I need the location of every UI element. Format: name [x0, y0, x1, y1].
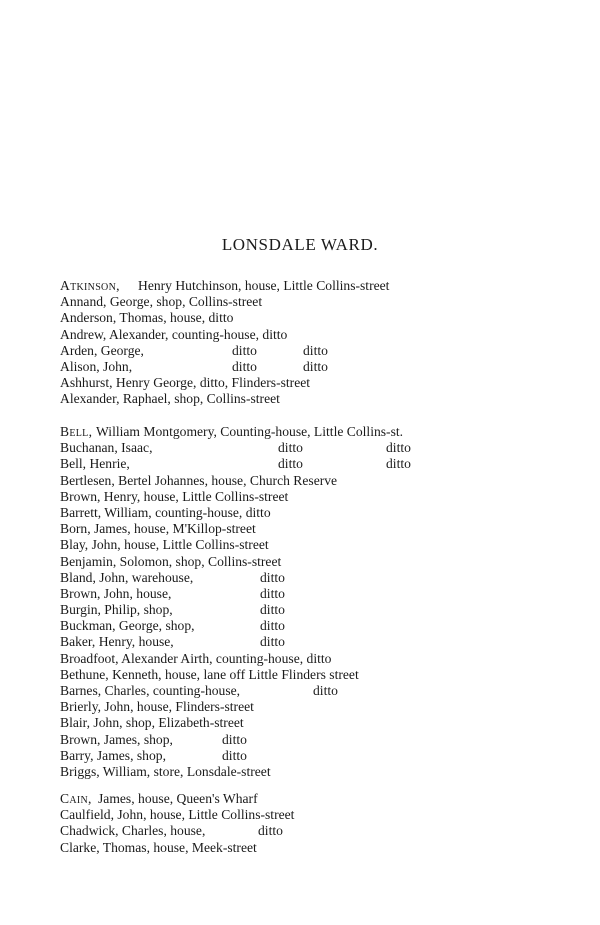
entry-text: Bland, John, warehouse, — [60, 569, 194, 585]
list-item — [60, 440, 580, 456]
list-item — [60, 732, 580, 748]
entry-text: Bethune, Kenneth, house, lane off Little Flinders street — [60, 666, 359, 682]
list-item — [60, 310, 580, 326]
entry-text: Brown, James, shop, — [60, 731, 173, 747]
entry-ditto: ditto — [222, 731, 247, 747]
entry-surname: Cain, — [60, 791, 92, 806]
entry-surname: Atkinson, — [60, 278, 120, 293]
list-item — [60, 715, 580, 731]
list-item — [60, 391, 580, 407]
entry-ditto: ditto — [260, 569, 285, 585]
list-item — [60, 375, 580, 391]
entry-text: Blair, John, shop, Elizabeth-street — [60, 715, 244, 731]
list-item — [60, 651, 580, 667]
entry-ditto: ditto — [260, 585, 285, 601]
entry-ditto: ditto — [386, 456, 411, 472]
list-item — [60, 618, 580, 634]
entry-ditto: ditto — [303, 342, 328, 358]
entry-text: Annand, George, shop, Collins-street — [60, 294, 263, 310]
list-item — [60, 840, 580, 856]
entry-text: Bertlesen, Bertel Johannes, house, Church Reserve — [60, 472, 338, 488]
list-item — [60, 823, 580, 839]
list-item — [60, 489, 580, 505]
list-item — [60, 343, 580, 359]
entry-ditto: ditto — [278, 456, 303, 472]
entry-ditto: ditto — [303, 358, 328, 374]
entry-text: Andrew, Alexander, counting-house, ditto — [60, 326, 288, 342]
list-item — [60, 683, 580, 699]
entry-text: Ashhurst, Henry George, ditto, Flinders-street — [60, 375, 311, 391]
entry-text: Arden, George, — [60, 342, 144, 358]
list-item — [60, 327, 580, 343]
entry-ditto: ditto — [313, 683, 338, 698]
list-item — [60, 424, 580, 440]
list-item — [60, 667, 580, 683]
list-item — [60, 521, 580, 537]
entry-text: Alison, John, — [60, 358, 133, 374]
list-item — [60, 456, 580, 472]
list-item — [60, 764, 580, 780]
page-title: LONSDALE WARD. — [221, 235, 379, 254]
entry-text: Anderson, Thomas, house, ditto — [60, 310, 234, 326]
entry-text: Brierly, John, house, Flinders-street — [60, 699, 254, 715]
list-item — [60, 570, 580, 586]
entry-text: Buchanan, Isaac, — [60, 440, 153, 456]
entry-text: James, house, Queen's Wharf — [98, 791, 258, 806]
entry-text: Alexander, Raphael, shop, Collins-street — [60, 391, 280, 407]
entry-ditto: ditto — [260, 634, 285, 650]
list-item — [60, 554, 580, 570]
entry-text: Brown, John, house, — [60, 585, 172, 601]
list-item — [60, 807, 580, 823]
list-item — [60, 602, 580, 618]
list-item — [60, 634, 580, 650]
entry-ditto: ditto — [386, 440, 411, 456]
entry-text: Burgin, Philip, shop, — [60, 602, 173, 618]
entry-text: Clarke, Thomas, house, Meek-street — [60, 839, 257, 855]
entry-text: Bell, Henrie, — [60, 456, 130, 472]
list-item — [60, 359, 580, 375]
list-item — [60, 294, 580, 310]
entry-ditto: ditto — [222, 747, 247, 763]
list-item — [60, 278, 580, 294]
list-item — [60, 473, 580, 489]
list-item — [60, 586, 580, 602]
section-c-entries — [60, 791, 580, 856]
entry-text: Baker, Henry, house, — [60, 634, 174, 650]
entry-ditto: ditto — [278, 440, 303, 456]
list-item — [60, 537, 580, 553]
entry-text: William Montgomery, Counting-house, Little Collins-st. — [96, 424, 404, 439]
entry-text: Barry, James, shop, — [60, 747, 166, 763]
entry-text: Benjamin, Solomon, shop, Collins-street — [60, 553, 282, 569]
list-item — [60, 791, 580, 807]
section-b-entries — [60, 424, 580, 780]
entry-text: Born, James, house, M'Killop-street — [60, 521, 256, 537]
entry-text: Broadfoot, Alexander Airth, counting-house, ditto — [60, 650, 332, 666]
entry-ditto: ditto — [260, 618, 285, 634]
entry-text: Buckman, George, shop, — [60, 618, 195, 634]
entry-text: Brown, Henry, house, Little Collins-street — [60, 488, 289, 504]
entry-ditto: ditto — [232, 342, 257, 358]
entry-ditto: ditto — [232, 358, 257, 374]
entry-ditto: ditto — [260, 602, 285, 618]
entry-text: Chadwick, Charles, house, — [60, 823, 206, 839]
list-item — [60, 505, 580, 521]
entry-text: Blay, John, house, Little Collins-street — [60, 537, 269, 553]
entry-text: Briggs, William, store, Lonsdale-street — [60, 763, 271, 779]
entry-text: Henry Hutchinson, house, Little Collins-street — [138, 278, 390, 293]
section-a-entries — [60, 278, 580, 408]
entry-surname: Bell, — [60, 424, 93, 439]
entry-ditto: ditto — [258, 823, 283, 839]
list-item — [60, 699, 580, 715]
entry-text: Caulfield, John, house, Little Collins-street — [60, 807, 295, 823]
entry-text: Barnes, Charles, counting-house, — [60, 683, 241, 698]
list-item — [60, 748, 580, 764]
entry-text: Barrett, William, counting-house, ditto — [60, 504, 271, 520]
